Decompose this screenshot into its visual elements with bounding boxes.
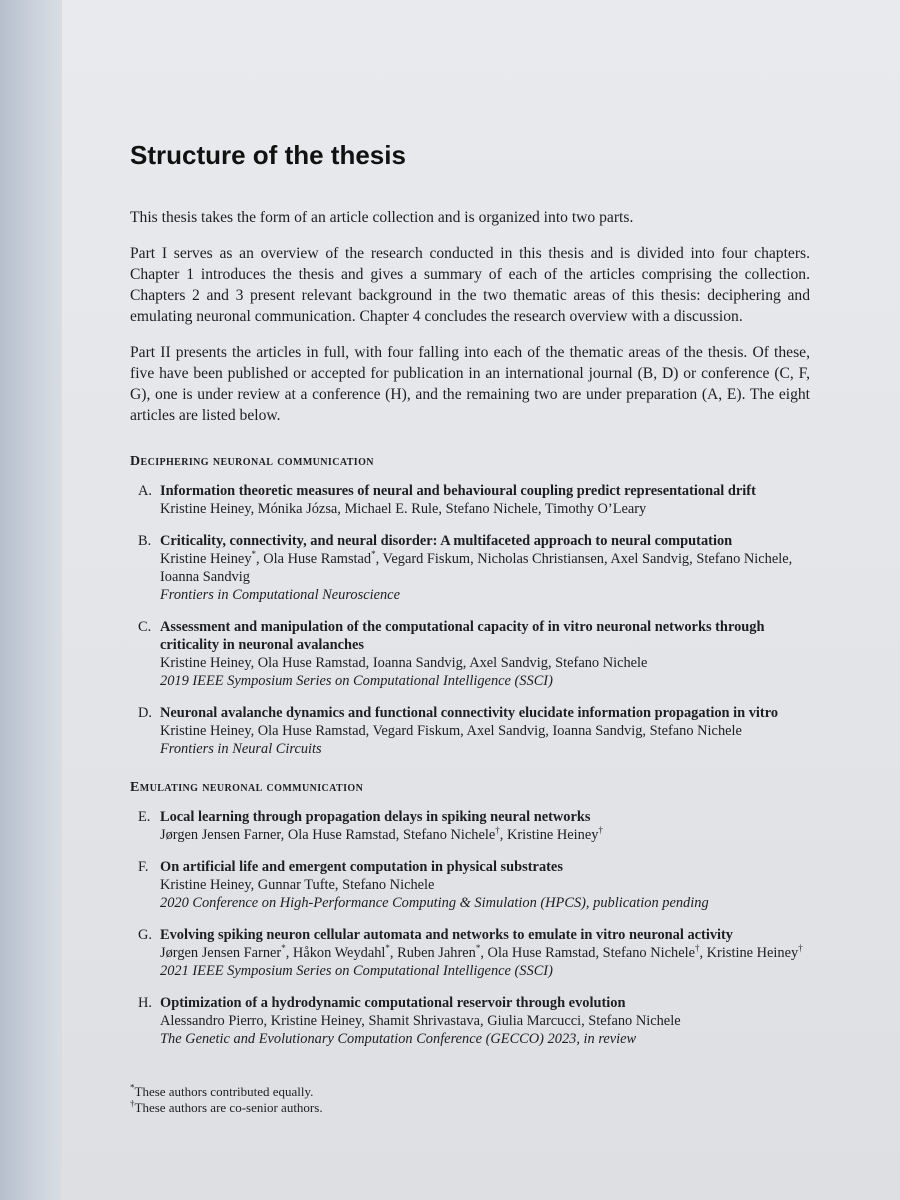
article-title: On artificial life and emergent computation in physical substrates [160,859,563,875]
article-title: Assessment and manipulation of the computational capacity of in vitro neuronal networks through criticality in neuronal avalanches [160,619,765,653]
article-a [138,482,810,518]
article-title: Neuronal avalanche dynamics and functional connectivity elucidate information propagation in vitro [160,705,779,721]
page-title: Structure of the thesis [130,140,406,170]
article-authors: Jørgen Jensen Farner*, Håkon Weydahl*, Ruben Jahren*, Ola Huse Ramstad, Stefano Nichele†, Kristine Heiney† [160,943,803,961]
article-g [138,926,810,980]
article-title: Local learning through propagation delays in spiking neural networks [160,809,591,825]
footnotes [130,1084,810,1116]
page-content [130,140,810,1116]
article-letter: E. [138,809,151,825]
page-gutter-shadow [0,0,62,1200]
footnote-co-senior: †These authors are co-senior authors. [130,1098,323,1115]
article-title: Evolving spiking neuron cellular automata and networks to emulate in vitro neuronal activity [160,927,734,943]
part-one-paragraph: Part I serves as an overview of the research conducted in this thesis and is divided into four chapters. Chapter 1 introduces the thesis and gives a summary of each of the articles comprising the collection. Chapters 2 and 3 present relevant background in the two thematic areas of this thesis: deciphering and emulating neuronal communication. Chapter 4 concludes the research overview with a discussion. [130,245,810,325]
article-letter: G. [138,927,152,943]
article-e [138,808,810,844]
article-title: Information theoretic measures of neural and behavioural coupling predict representational drift [160,483,756,499]
article-letter: C. [138,619,152,635]
article-authors: Kristine Heiney, Mónika Józsa, Michael E. Rule, Stefano Nichele, Timothy O’Leary [160,501,647,517]
section-emulating [130,780,810,1048]
article-authors: Kristine Heiney, Ola Huse Ramstad, Ioanna Sandvig, Axel Sandvig, Stefano Nichele [160,655,648,671]
article-letter: H. [138,995,152,1011]
article-h [138,994,810,1048]
article-title: Criticality, connectivity, and neural disorder: A multifaceted approach to neural computation [160,533,733,549]
article-authors: Kristine Heiney*, Ola Huse Ramstad*, Vegard Fiskum, Nicholas Christiansen, Axel Sandvig, Stefano Nichele, Ioanna Sandvig [160,549,793,585]
article-authors: Alessandro Pierro, Kristine Heiney, Shamit Shrivastava, Giulia Marcucci, Stefano Nichele [160,1013,681,1029]
article-letter: D. [138,705,152,721]
article-b [138,532,810,604]
article-venue: The Genetic and Evolutionary Computation Conference (GECCO) 2023, in review [160,1031,637,1047]
article-venue: Frontiers in Neural Circuits [160,741,322,757]
article-authors: Kristine Heiney, Gunnar Tufte, Stefano Nichele [160,877,435,893]
article-venue: 2019 IEEE Symposium Series on Computational Intelligence (SSCI) [160,673,553,689]
article-title: Optimization of a hydrodynamic computational reservoir through evolution [160,995,626,1011]
article-letter: F. [138,859,149,875]
section-heading: Deciphering neuronal communication [130,454,374,469]
article-d [138,704,810,758]
article-letter: A. [138,483,152,499]
article-authors: Jørgen Jensen Farner, Ola Huse Ramstad, Stefano Nichele†, Kristine Heiney† [160,825,603,843]
article-venue: 2021 IEEE Symposium Series on Computational Intelligence (SSCI) [160,963,553,979]
section-heading: Emulating neuronal communication [130,780,364,795]
article-venue: Frontiers in Computational Neuroscience [160,587,400,603]
article-c [138,618,810,690]
footnote-equal-contribution: *These authors contributed equally. [130,1082,314,1099]
part-two-paragraph: Part II presents the articles in full, with four falling into each of the thematic areas of the thesis. Of these, five have been published or accepted for publication in an international journal (B, D) or conference (C, F, G), one is under review at a conference (H), and the remaining two are under preparation (A, E). The eight articles are listed below. [130,344,810,424]
article-f [138,858,810,912]
section-deciphering [130,454,810,758]
article-authors: Kristine Heiney, Ola Huse Ramstad, Vegard Fiskum, Axel Sandvig, Ioanna Sandvig, Stefano Nichele [160,723,742,739]
article-letter: B. [138,533,152,549]
article-venue: 2020 Conference on High-Performance Computing & Simulation (HPCS), publication pending [160,895,709,911]
intro-paragraph: This thesis takes the form of an article collection and is organized into two parts. [130,209,634,226]
